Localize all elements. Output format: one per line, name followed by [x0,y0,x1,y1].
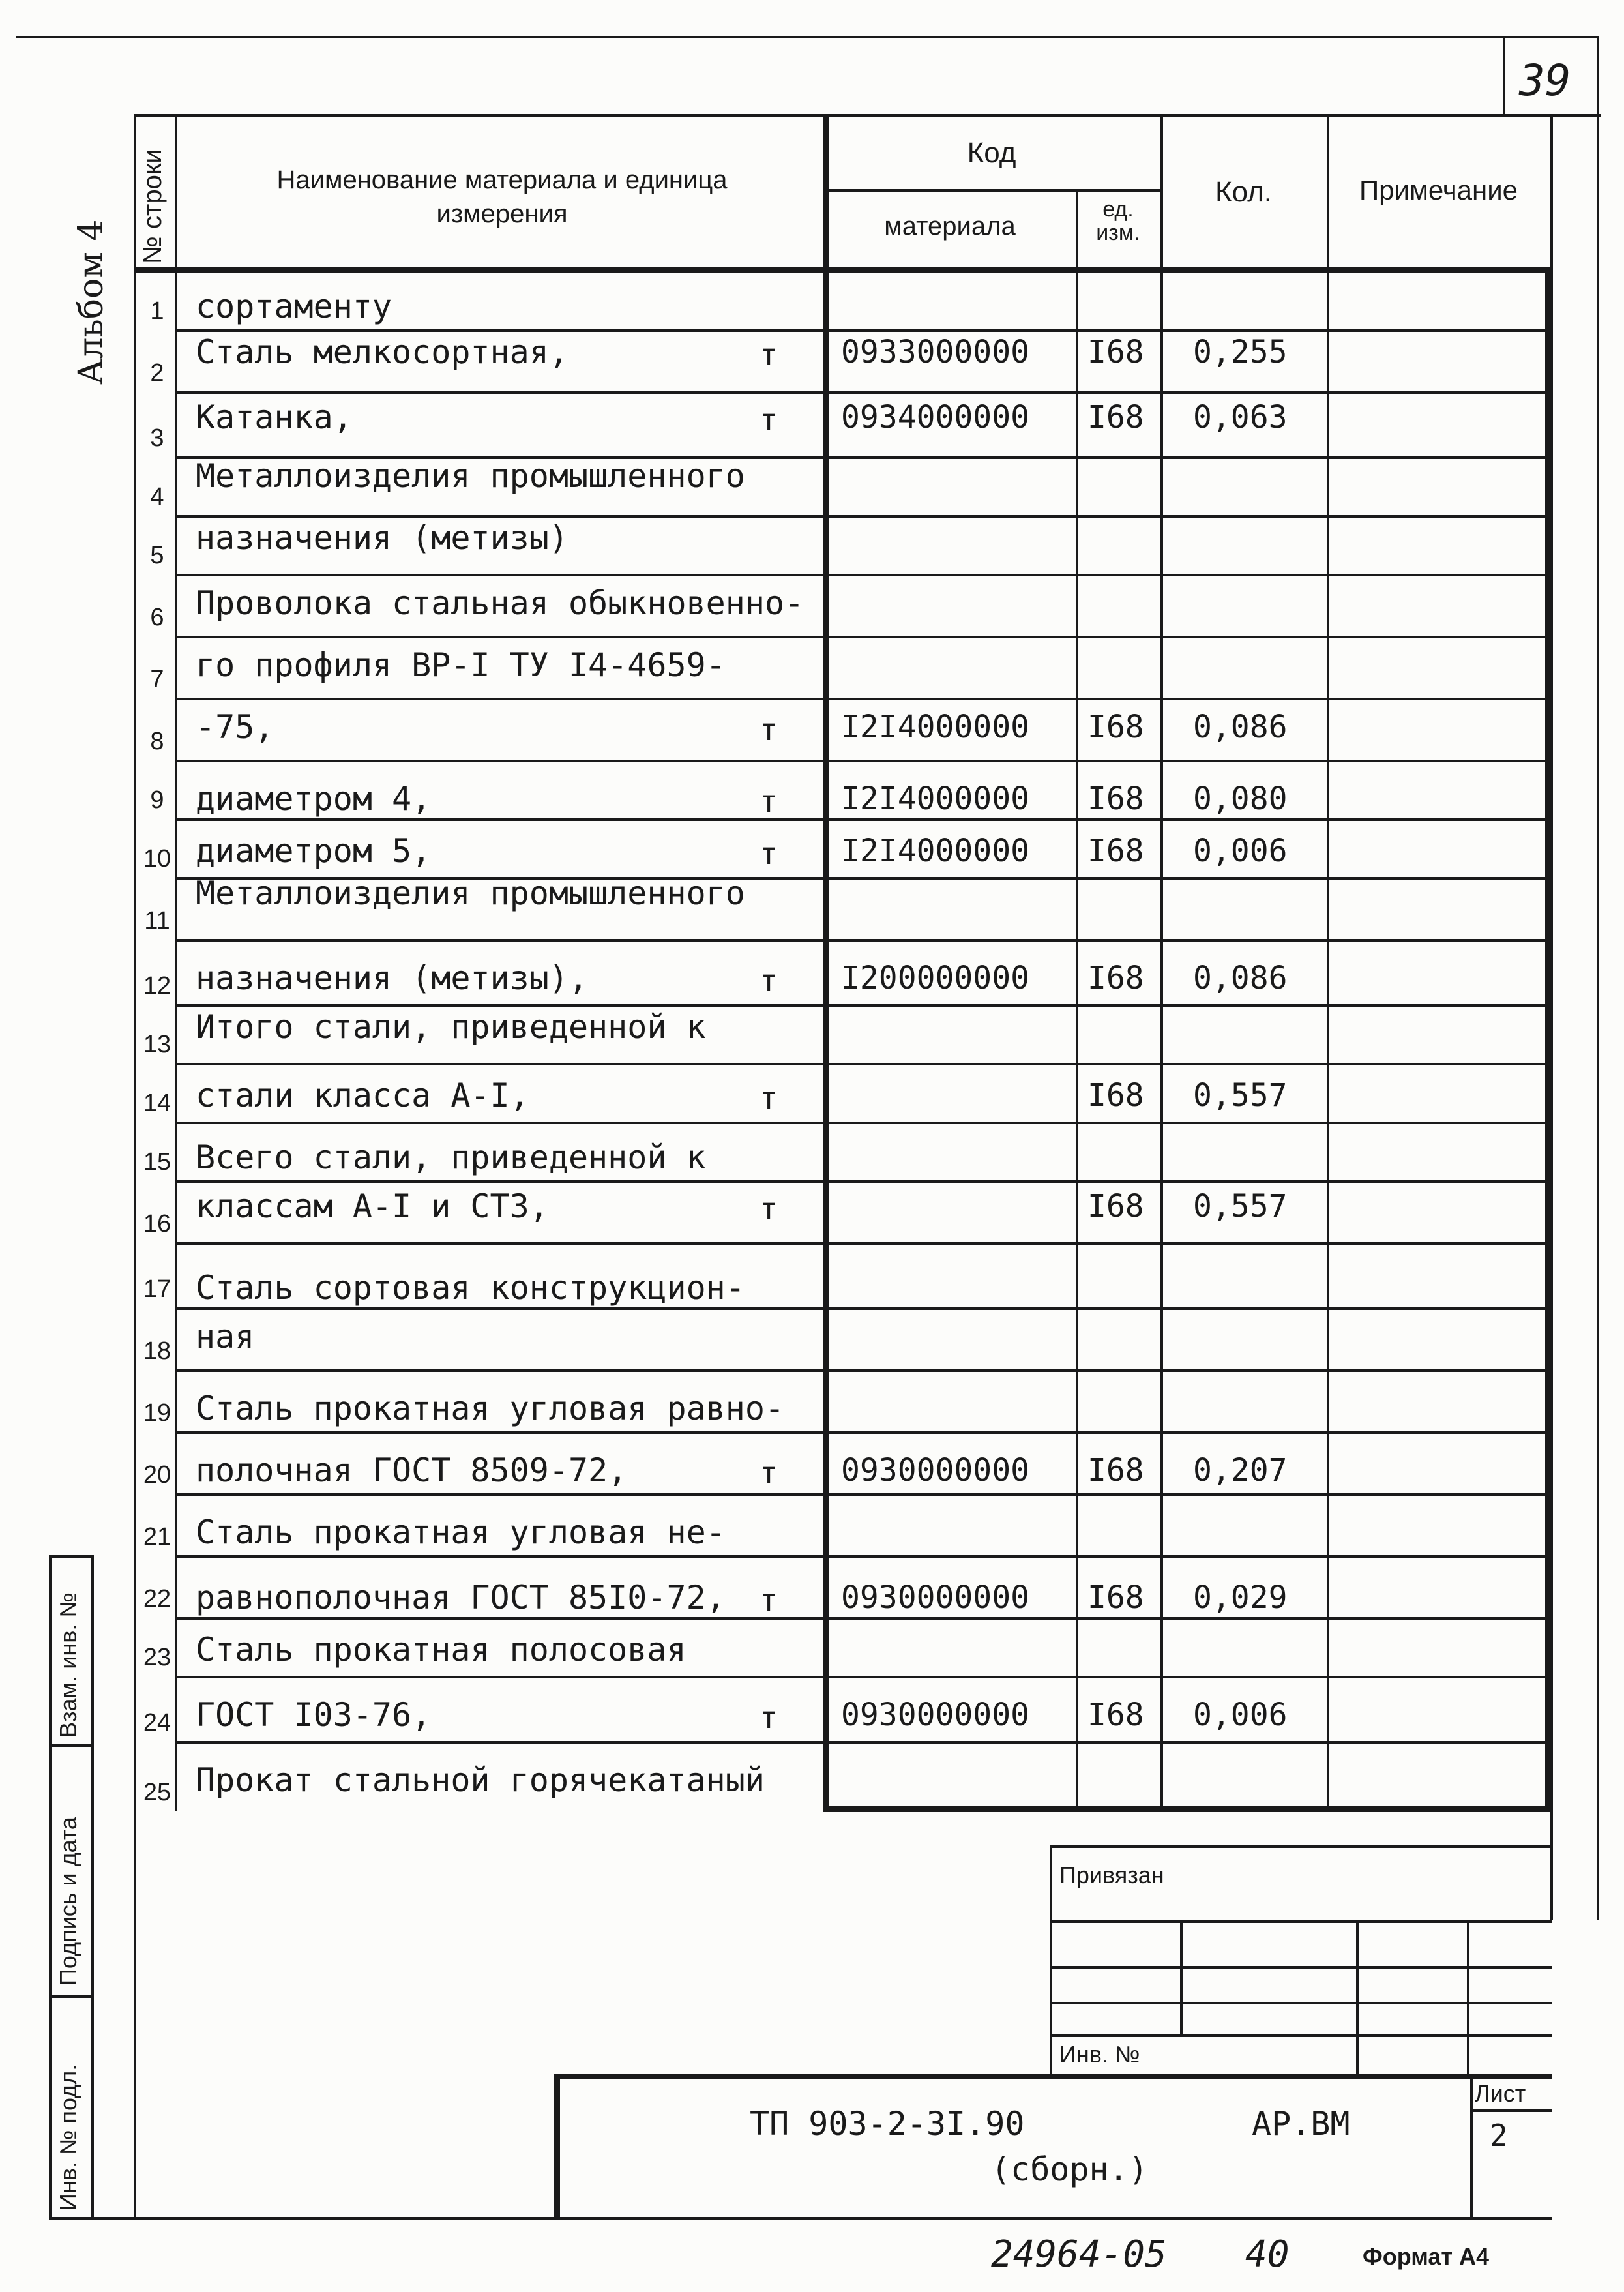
stamp-top [1050,1845,1552,1848]
frame-top-border [16,36,1599,38]
header-unit-line2: изм. [1096,220,1140,245]
row-divider [175,1004,1550,1007]
row-number: 24 [143,1709,171,1736]
row-name: ГОСТ I03-76, [196,1696,432,1734]
title-block-top [554,2074,1552,2079]
row-divider [175,939,1550,942]
row-divider [175,1180,1550,1183]
header-qty: Кол. [1215,176,1273,208]
table-top-border [134,114,1552,117]
row-name: Сталь прокатная полосовая [196,1631,687,1669]
row-unit-code: I68 [1087,1579,1144,1616]
row-unit-letter: т [760,712,778,747]
row-name: Всего стали, приведенной к [196,1139,706,1176]
row-material-code: 0930000000 [841,1697,1029,1733]
table-right-thick [1545,267,1551,1811]
frame-bottom-border [49,2217,1552,2220]
row-divider [175,1555,1550,1558]
row-unit-code: I68 [1087,1077,1144,1114]
stamp-col-3 [1467,1920,1469,2077]
row-divider [175,391,1550,394]
row-number: 7 [150,666,164,693]
row-unit-letter: т [760,1080,778,1116]
row-unit-letter: т [760,1455,778,1491]
row-unit-code: I68 [1087,833,1144,869]
format-label: Формат А4 [1363,2243,1490,2270]
row-number: 16 [143,1210,171,1238]
row-divider [175,1741,1550,1744]
row-name: назначения (метизы) [196,519,568,557]
row-number: 22 [143,1585,171,1613]
stamp-line-1 [1050,1920,1552,1923]
header-bottom-border [134,267,1552,273]
row-divider [175,1431,1550,1434]
stamp-line-3 [1050,2002,1552,2004]
side-stamp-sep-1 [49,1744,94,1747]
header-row-no: № строки [138,149,167,264]
row-quantity: 0,086 [1193,960,1288,996]
frame-right-border [1597,36,1599,1920]
row-name: Катанка, [196,398,353,436]
row-unit-letter: т [760,1191,778,1227]
header-note: Примечание [1359,175,1518,205]
stamp-privyazan: Привязан [1059,1862,1164,1888]
row-name: диаметром 5, [196,832,432,870]
row-unit-letter: т [760,784,778,819]
row-unit-code: I68 [1087,399,1144,436]
row-name: сортаменту [196,288,392,325]
side-stamp-sep-2 [49,1995,94,1998]
row-quantity: 0,080 [1193,781,1288,817]
stamp-col-1 [1180,1920,1183,2034]
stamp-sheet-no: 2 [1490,2118,1508,2153]
row-number: 17 [143,1275,171,1303]
row-name: -75, [196,708,274,746]
row-name: классам А-I и СТ3, [196,1187,549,1225]
row-divider [175,515,1550,518]
row-divider [175,698,1550,700]
row-number: 20 [143,1461,171,1489]
row-quantity: 0,063 [1193,399,1288,436]
row-divider [175,818,1550,821]
row-number: 9 [150,786,164,814]
row-number: 13 [143,1031,171,1058]
row-number: 11 [144,907,170,934]
table-bottom-thick [823,1806,1550,1812]
row-name: Металлоизделия промышленного [196,874,745,912]
row-quantity: 0,006 [1193,1697,1288,1733]
row-material-code: I200000000 [841,960,1029,996]
row-name: Сталь прокатная угловая равно- [196,1390,785,1427]
stamp-left-border [1050,1845,1052,2077]
title-block-left [554,2074,560,2220]
row-divider [175,1676,1550,1678]
header-unit [1076,198,1160,245]
archive-no: 24964-05 [991,2233,1167,2276]
row-unit-letter: т [760,337,778,372]
row-number: 2 [150,359,164,387]
row-number: 21 [143,1523,171,1551]
side-stamp-vzam: Взам. инв. № [55,1592,81,1738]
header-code: Код [967,137,1016,169]
row-divider [175,1493,1550,1496]
row-name: ная [196,1318,255,1356]
row-number: 23 [143,1644,171,1671]
row-number: 8 [150,728,164,755]
row-number: 19 [143,1399,171,1427]
row-unit-letter: т [760,836,778,871]
row-name: стали класса А-I, [196,1077,529,1114]
row-number: 6 [150,604,164,631]
row-name: Сталь мелкосортная, [196,333,568,371]
code-subheader-line [823,189,1160,192]
row-name: Сталь сортовая конструкцион- [196,1269,745,1307]
row-quantity: 0,557 [1193,1188,1288,1225]
stamp-inv-no: Инв. № [1059,2041,1140,2068]
row-divider [175,1369,1550,1372]
side-stamp-podpis: Подпись и дата [55,1817,81,1986]
row-divider [175,760,1550,762]
row-divider [175,574,1550,576]
doc-suffix: АР.ВМ [1252,2105,1350,2143]
page-number-box-left [1503,36,1505,117]
sheet-label-line [1470,2109,1552,2112]
row-unit-code: I68 [1087,1697,1144,1733]
row-unit-letter: т [760,1583,778,1618]
row-material-code: 0934000000 [841,399,1029,436]
row-divider [175,1122,1550,1124]
side-stamp-mid-border [91,1555,94,2220]
row-name: Прокат стальной горячекатаный [196,1761,765,1799]
row-name: Металлоизделия промышленного [196,457,745,495]
row-divider [175,1617,1550,1620]
row-unit-code: I68 [1087,334,1144,370]
row-name: Проволока стальная обыкновенно- [196,584,805,622]
row-unit-letter: т [760,963,778,998]
row-divider [175,1242,1550,1245]
doc-code: ТП 903-2-3I.90 [750,2105,1025,2143]
row-name: полочная ГОСТ 8509-72, [196,1451,628,1489]
row-material-code: 0930000000 [841,1452,1029,1489]
doc-sub: (сборн.) [991,2151,1148,2188]
stamp-line-4 [1050,2034,1552,2037]
archive-page: 40 [1245,2233,1290,2276]
row-unit-letter: т [760,402,778,438]
row-divider [175,329,1550,332]
header-material: материала [884,212,1016,241]
album-label: Альбом 4 [72,219,111,385]
stamp-line-2 [1050,1966,1552,1969]
header-name: Наименование материала и единица измерения [276,166,728,228]
row-divider [175,636,1550,638]
row-name: го профиля ВР-I ТУ I4-4659- [196,646,726,684]
row-material-code: I2I4000000 [841,781,1029,817]
stamp-sheet-label: Лист [1475,2080,1526,2107]
page-number: 39 [1519,55,1571,106]
row-name: Итого стали, приведенной к [196,1008,706,1046]
row-material-code: 0930000000 [841,1579,1029,1616]
row-unit-code: I68 [1087,1188,1144,1225]
row-number: 15 [143,1148,171,1176]
row-number: 4 [150,483,164,511]
row-number: 5 [150,542,164,569]
row-unit-code: I68 [1087,1452,1144,1489]
side-stamp-inv-podl: Инв. № подл. [55,2064,81,2210]
row-number: 1 [150,297,164,325]
row-quantity: 0,029 [1193,1579,1288,1616]
row-name: назначения (метизы), [196,959,589,997]
row-quantity: 0,086 [1193,709,1288,745]
row-quantity: 0,557 [1193,1077,1288,1114]
row-quantity: 0,207 [1193,1452,1288,1489]
row-number: 14 [143,1090,171,1117]
row-unit-code: I68 [1087,960,1144,996]
table-left-border [134,114,136,2217]
row-unit-code: I68 [1087,709,1144,745]
row-material-code: I2I4000000 [841,833,1029,869]
side-stamp-top [49,1555,94,1558]
row-quantity: 0,006 [1193,833,1288,869]
row-unit-code: I68 [1087,781,1144,817]
row-divider [175,1063,1550,1065]
header-unit-line1: ед. [1102,197,1134,222]
row-number: 12 [143,972,171,1000]
row-material-code: 0933000000 [841,334,1029,370]
row-quantity: 0,255 [1193,334,1288,370]
side-stamp-left-border [49,1555,52,2220]
row-number: 18 [143,1337,171,1365]
row-divider [175,1307,1550,1310]
sheet-col-left [1470,2074,1473,2220]
row-number: 25 [143,1779,171,1806]
row-number: 10 [143,845,171,872]
stamp-col-2 [1356,1920,1359,2077]
row-name: Сталь прокатная угловая не- [196,1513,726,1551]
row-name: диаметром 4, [196,780,432,818]
row-unit-letter: т [760,1700,778,1735]
row-number: 3 [150,424,164,452]
row-name: равнополочная ГОСТ 85I0-72, [196,1579,726,1616]
row-material-code: I2I4000000 [841,709,1029,745]
code-unit-divider [1076,189,1078,1811]
